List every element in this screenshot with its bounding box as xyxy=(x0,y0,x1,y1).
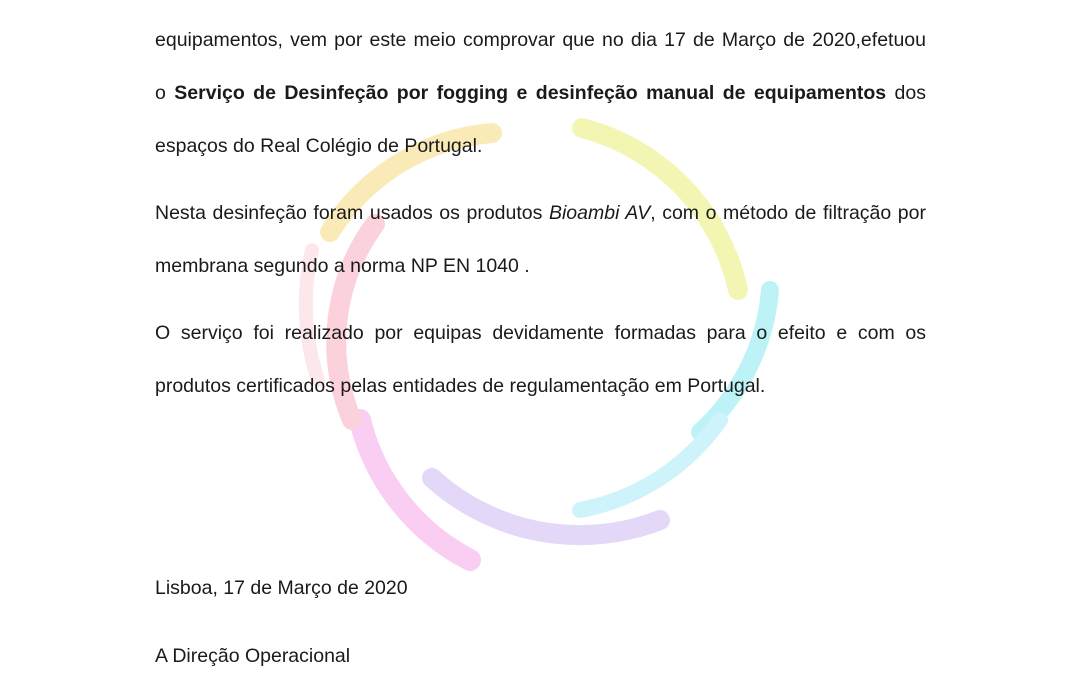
document-body xyxy=(155,0,926,675)
service-name-bold: Serviço de Desinfeção por fogging e desinfeção manual de equipamentos xyxy=(174,82,887,104)
paragraph-2-line-1 xyxy=(155,201,926,225)
paragraph-2-line-2: membrana segundo a norma NP EN 1040 . xyxy=(155,255,530,277)
place-date: Lisboa, 17 de Março de 2020 xyxy=(155,577,408,599)
paragraph-1-line-2 xyxy=(155,81,926,105)
paragraph-1-line-1: equipamentos, vem por este meio comprovar que no dia 17 de Março de 2020,efetuou xyxy=(155,29,926,51)
paragraph-1-line-2-prefix: o xyxy=(155,82,166,104)
signatory: A Direção Operacional xyxy=(155,645,351,667)
paragraph-2-line-1-prefix: Nesta desinfeção foram usados os produtos xyxy=(155,202,543,224)
paragraph-1-line-3: espaços do Real Colégio de Portugal. xyxy=(155,135,483,157)
paragraph-1-line-2-suffix: dos xyxy=(894,82,926,104)
product-name-italic: Bioambi AV xyxy=(548,202,651,224)
paragraph-3-line-2: produtos certificados pelas entidades de regulamentação em Portugal. xyxy=(155,375,766,397)
paragraph-3-line-1: O serviço foi realizado por equipas devidamente formadas para o efeito e com os xyxy=(155,322,926,344)
paragraph-2-line-1-suffix: , com o método de filtração por xyxy=(650,202,926,224)
